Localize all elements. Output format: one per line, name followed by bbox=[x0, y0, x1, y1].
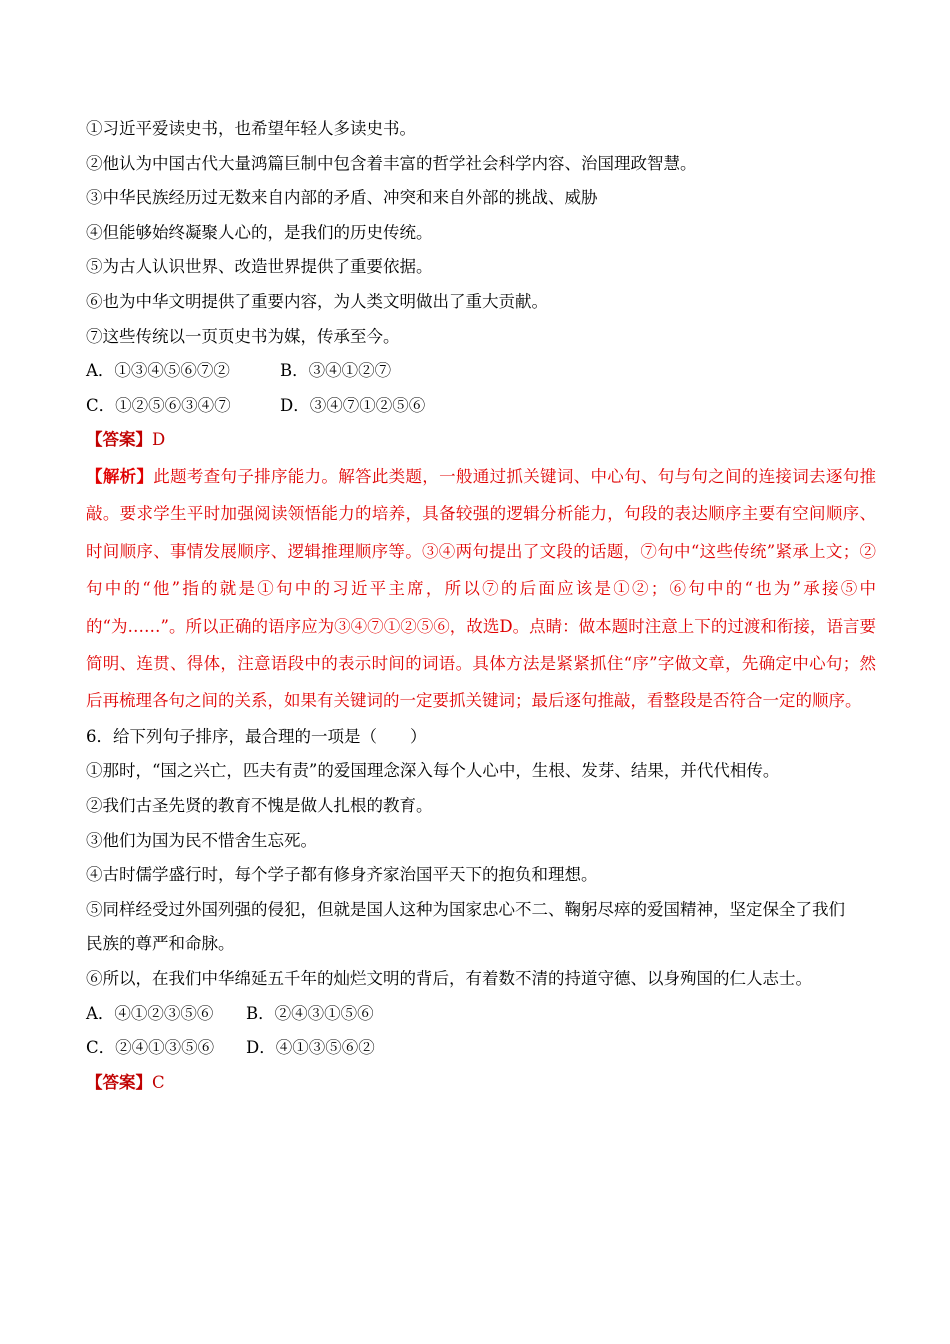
q5-sentence: ⑤为古人认识世界、改造世界提供了重要依据。 bbox=[86, 257, 433, 277]
q5-sentence: ④但能够始终凝聚人心的，是我们的历史传统。 bbox=[86, 222, 433, 242]
q5-options-row-2 bbox=[86, 389, 876, 424]
q5-answer bbox=[86, 423, 876, 458]
q5-sentence: ③中华民族经历过无数来自内部的矛盾、冲突和来自外部的挑战、威胁 bbox=[86, 188, 598, 208]
q5-sentence: ⑦这些传统以一页页史书为媒，传承至今。 bbox=[86, 326, 400, 346]
answer-tag: 【答案】 bbox=[86, 430, 152, 450]
q5-sentence: ⑥也为中华文明提供了重要内容，为人类文明做出了重大贡献。 bbox=[86, 291, 548, 311]
q6-sentence: ④古时儒学盛行时，每个学子都有修身齐家治国平天下的抱负和理想。 bbox=[86, 865, 598, 885]
q6-options-row-2 bbox=[86, 1031, 876, 1066]
q5-option-a: A．①③④⑤⑥⑦② bbox=[86, 361, 230, 381]
q6-sentence: ③他们为国为民不惜舍生忘死。 bbox=[86, 830, 317, 850]
q6-sentence: ⑥所以，在我们中华绵延五千年的灿烂文明的背后，有着数不清的持道守德、以身殉国的仁人志士。 bbox=[86, 968, 812, 988]
q6-options-row-1 bbox=[86, 997, 876, 1032]
q6-answer bbox=[86, 1066, 876, 1101]
q5-options-row-1 bbox=[86, 354, 876, 389]
q6-sentence: ①那时，“国之兴亡，匹夫有责”的爱国理念深入每个人心中，生根、发芽、结果，并代代相传。 bbox=[86, 761, 780, 781]
q6-sentence: ②我们古圣先贤的教育不愧是做人扎根的教育。 bbox=[86, 795, 433, 815]
analysis-text: 此题考查句子排序能力。解答此类题，一般通过抓关键词、中心句、句与句之间的连接词去逐句推敲。要求学生平时加强阅读领悟能力的培养，具备较强的逻辑分析能力，句段的表达顺序主要有空间顺序、时间顺序、事情发展顺序、逻辑推理顺序等。③④两句提出了文段的话题，⑦句中“这些传统”紧承上文；②句中的“他”指的就是①句中的习近平主席，所以⑦的后面应该是①②；⑥句中的“也为”承接⑤中的“为……”。所以正确的语序应为③④⑦①②⑤⑥，故选D。点睛：做本题时注意上下的过渡和衔接，语言要简明、连贯、得体，注意语段中的表示时间的词语。具体方法是紧紧抓住“序”字做文章，先确定中心句；然后再梳理各句之间的关系，如果有关键词的一定要抓关键词；最后逐句推敲，看整段是否符合一定的顺序。 bbox=[86, 466, 877, 711]
q5-option-b: B．③④①②⑦ bbox=[280, 361, 392, 381]
q6-stem: 6．给下列句子排序，最合理的一项是（ ） bbox=[86, 726, 427, 746]
q6-option-c: C．②④①③⑤⑥ bbox=[86, 1038, 215, 1058]
analysis-tag: 【解析】 bbox=[86, 466, 154, 486]
answer-tag: 【答案】 bbox=[86, 1072, 152, 1092]
q6-option-d: D．④①③⑤⑥② bbox=[246, 1038, 375, 1058]
answer-value: D bbox=[152, 430, 166, 450]
document-page bbox=[86, 112, 876, 1100]
q5-analysis bbox=[86, 458, 876, 720]
q6-sentence: ⑤同样经受过外国列强的侵犯，但就是国人这种为国家忠心不二、鞠躬尽瘁的爱国精神，坚定保全了我们 bbox=[86, 899, 845, 919]
q6-sentence: 民族的尊严和命脉。 bbox=[86, 934, 235, 954]
q5-option-c: C．①②⑤⑥③④⑦ bbox=[86, 395, 231, 415]
q5-sentence: ②他认为中国古代大量鸿篇巨制中包含着丰富的哲学社会科学内容、治国理政智慧。 bbox=[86, 153, 697, 173]
answer-value: C bbox=[152, 1072, 165, 1092]
q6-option-b: B．②④③①⑤⑥ bbox=[246, 1003, 374, 1023]
q5-sentence: ①习近平爱读史书，也希望年轻人多读史书。 bbox=[86, 119, 416, 138]
q5-option-d: D．③④⑦①②⑤⑥ bbox=[280, 395, 426, 415]
q6-option-a: A．④①②③⑤⑥ bbox=[86, 1003, 214, 1023]
